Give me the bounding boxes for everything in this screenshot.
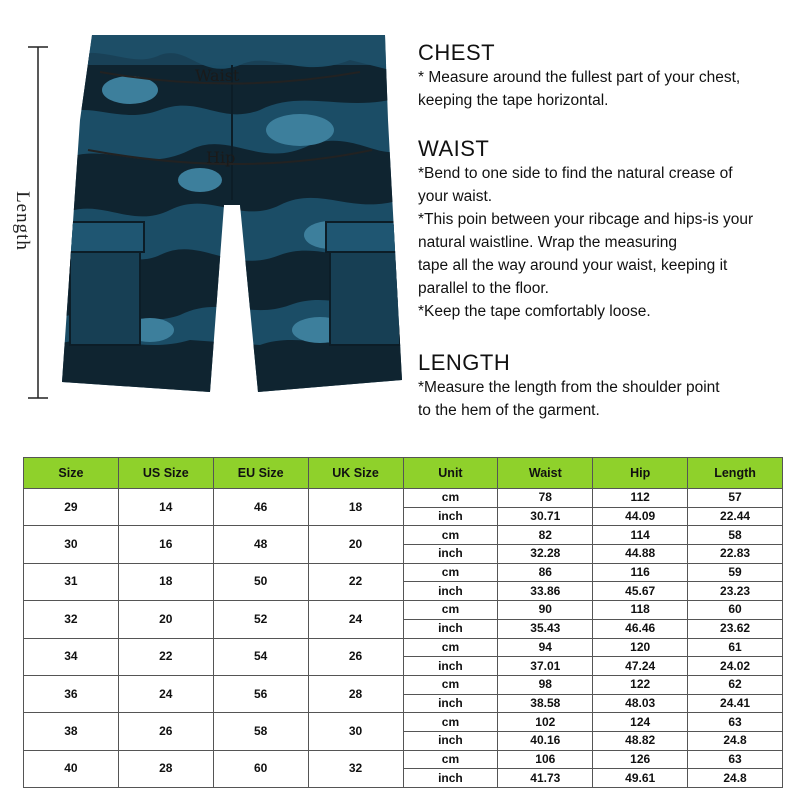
hip-cell: 46.46	[593, 619, 688, 638]
us-size-cell: 28	[118, 750, 213, 787]
chest-line: keeping the tape horizontal.	[418, 92, 609, 109]
waist-cell: 37.01	[498, 657, 593, 676]
header-uk-size: UK Size	[308, 458, 403, 489]
table-body	[24, 489, 783, 788]
length-cell: 24.02	[688, 657, 783, 676]
waist-heading: WAIST	[418, 136, 490, 161]
hip-cell: 112	[593, 489, 688, 508]
hip-label: Hip	[206, 148, 236, 167]
waist-cell: 90	[498, 601, 593, 620]
waist-cell: 82	[498, 526, 593, 545]
waist-cell: 94	[498, 638, 593, 657]
length-label: Length	[12, 191, 33, 251]
table-row	[24, 638, 783, 657]
unit-cell: cm	[403, 489, 498, 508]
waist-cell: 86	[498, 563, 593, 582]
waist-line: your waist.	[418, 188, 493, 205]
hip-cell: 116	[593, 563, 688, 582]
length-cell: 22.44	[688, 507, 783, 526]
length-cell: 63	[688, 713, 783, 732]
us-size-cell: 22	[118, 638, 213, 675]
unit-cell: inch	[403, 507, 498, 526]
unit-cell: inch	[403, 582, 498, 601]
hip-cell: 120	[593, 638, 688, 657]
size-cell: 40	[24, 750, 119, 787]
length-section	[418, 350, 720, 422]
eu-size-cell: 46	[213, 489, 308, 526]
waist-cell: 106	[498, 750, 593, 769]
unit-cell: inch	[403, 545, 498, 564]
waist-cell: 98	[498, 675, 593, 694]
size-cell: 32	[24, 601, 119, 638]
waist-cell: 102	[498, 713, 593, 732]
length-cell: 63	[688, 750, 783, 769]
us-size-cell: 16	[118, 526, 213, 563]
hip-cell: 48.03	[593, 694, 688, 713]
table-row	[24, 489, 783, 508]
us-size-cell: 26	[118, 713, 213, 750]
waist-line: natural waistline. Wrap the measuring	[418, 234, 678, 251]
header-hip: Hip	[593, 458, 688, 489]
length-cell: 57	[688, 489, 783, 508]
waist-cell: 38.58	[498, 694, 593, 713]
header-unit: Unit	[403, 458, 498, 489]
length-cell: 23.23	[688, 582, 783, 601]
table-row	[24, 601, 783, 620]
unit-cell: cm	[403, 750, 498, 769]
table-header-row	[24, 458, 783, 489]
length-cell: 24.8	[688, 769, 783, 788]
size-table	[23, 457, 783, 788]
eu-size-cell: 60	[213, 750, 308, 787]
length-cell: 61	[688, 638, 783, 657]
header-us-size: US Size	[118, 458, 213, 489]
unit-cell: cm	[403, 713, 498, 732]
uk-size-cell: 26	[308, 638, 403, 675]
length-cell: 24.41	[688, 694, 783, 713]
hip-cell: 114	[593, 526, 688, 545]
waist-line: *This poin between your ribcage and hips-is your	[418, 211, 754, 228]
hip-cell: 44.88	[593, 545, 688, 564]
waist-cell: 40.16	[498, 731, 593, 750]
eu-size-cell: 54	[213, 638, 308, 675]
hip-cell: 48.82	[593, 731, 688, 750]
unit-cell: inch	[403, 657, 498, 676]
unit-cell: inch	[403, 694, 498, 713]
us-size-cell: 24	[118, 675, 213, 712]
uk-size-cell: 30	[308, 713, 403, 750]
header-length: Length	[688, 458, 783, 489]
length-cell: 60	[688, 601, 783, 620]
hip-cell: 44.09	[593, 507, 688, 526]
uk-size-cell: 20	[308, 526, 403, 563]
waist-cell: 30.71	[498, 507, 593, 526]
hip-cell: 122	[593, 675, 688, 694]
unit-cell: cm	[403, 638, 498, 657]
shorts-illustration	[0, 0, 410, 420]
eu-size-cell: 56	[213, 675, 308, 712]
uk-size-cell: 28	[308, 675, 403, 712]
unit-cell: inch	[403, 769, 498, 788]
waist-line: *Keep the tape comfortably loose.	[418, 303, 651, 320]
size-cell: 38	[24, 713, 119, 750]
eu-size-cell: 52	[213, 601, 308, 638]
unit-cell: cm	[403, 526, 498, 545]
unit-cell: cm	[403, 601, 498, 620]
length-heading: LENGTH	[418, 350, 511, 375]
eu-size-cell: 58	[213, 713, 308, 750]
waist-cell: 33.86	[498, 582, 593, 601]
table-row	[24, 750, 783, 769]
waist-line: tape all the way around your waist, keeping it	[418, 257, 728, 274]
uk-size-cell: 22	[308, 563, 403, 600]
hip-cell: 47.24	[593, 657, 688, 676]
length-cell: 22.83	[688, 545, 783, 564]
eu-size-cell: 50	[213, 563, 308, 600]
table-row	[24, 675, 783, 694]
us-size-cell: 18	[118, 563, 213, 600]
waist-cell: 32.28	[498, 545, 593, 564]
size-cell: 31	[24, 563, 119, 600]
unit-cell: inch	[403, 731, 498, 750]
chest-line: * Measure around the fullest part of your chest,	[418, 69, 741, 86]
camo-shorts-image	[0, 0, 410, 420]
uk-size-cell: 32	[308, 750, 403, 787]
us-size-cell: 14	[118, 489, 213, 526]
size-cell: 29	[24, 489, 119, 526]
length-line: *Measure the length from the shoulder point	[418, 379, 720, 396]
waist-line: parallel to the floor.	[418, 280, 549, 297]
length-cell: 23.62	[688, 619, 783, 638]
waist-line: *Bend to one side to find the natural crease of	[418, 165, 733, 182]
length-cell: 58	[688, 526, 783, 545]
hip-cell: 49.61	[593, 769, 688, 788]
size-cell: 30	[24, 526, 119, 563]
uk-size-cell: 24	[308, 601, 403, 638]
eu-size-cell: 48	[213, 526, 308, 563]
length-line: to the hem of the garment.	[418, 402, 600, 419]
length-cell: 24.8	[688, 731, 783, 750]
us-size-cell: 20	[118, 601, 213, 638]
size-cell: 36	[24, 675, 119, 712]
table-row	[24, 563, 783, 582]
uk-size-cell: 18	[308, 489, 403, 526]
table-row	[24, 713, 783, 732]
waist-cell: 78	[498, 489, 593, 508]
unit-cell: inch	[403, 619, 498, 638]
header-eu-size: EU Size	[213, 458, 308, 489]
hip-cell: 118	[593, 601, 688, 620]
length-cell: 59	[688, 563, 783, 582]
chest-heading: CHEST	[418, 40, 496, 65]
waist-label: Waist	[195, 66, 240, 85]
size-cell: 34	[24, 638, 119, 675]
header-size: Size	[24, 458, 119, 489]
unit-cell: cm	[403, 563, 498, 582]
header-waist: Waist	[498, 458, 593, 489]
waist-section	[418, 136, 753, 323]
chest-section	[418, 40, 740, 112]
hip-cell: 124	[593, 713, 688, 732]
unit-cell: cm	[403, 675, 498, 694]
size-chart	[23, 457, 783, 788]
waist-cell: 35.43	[498, 619, 593, 638]
waist-cell: 41.73	[498, 769, 593, 788]
table-row	[24, 526, 783, 545]
hip-cell: 126	[593, 750, 688, 769]
length-cell: 62	[688, 675, 783, 694]
hip-cell: 45.67	[593, 582, 688, 601]
